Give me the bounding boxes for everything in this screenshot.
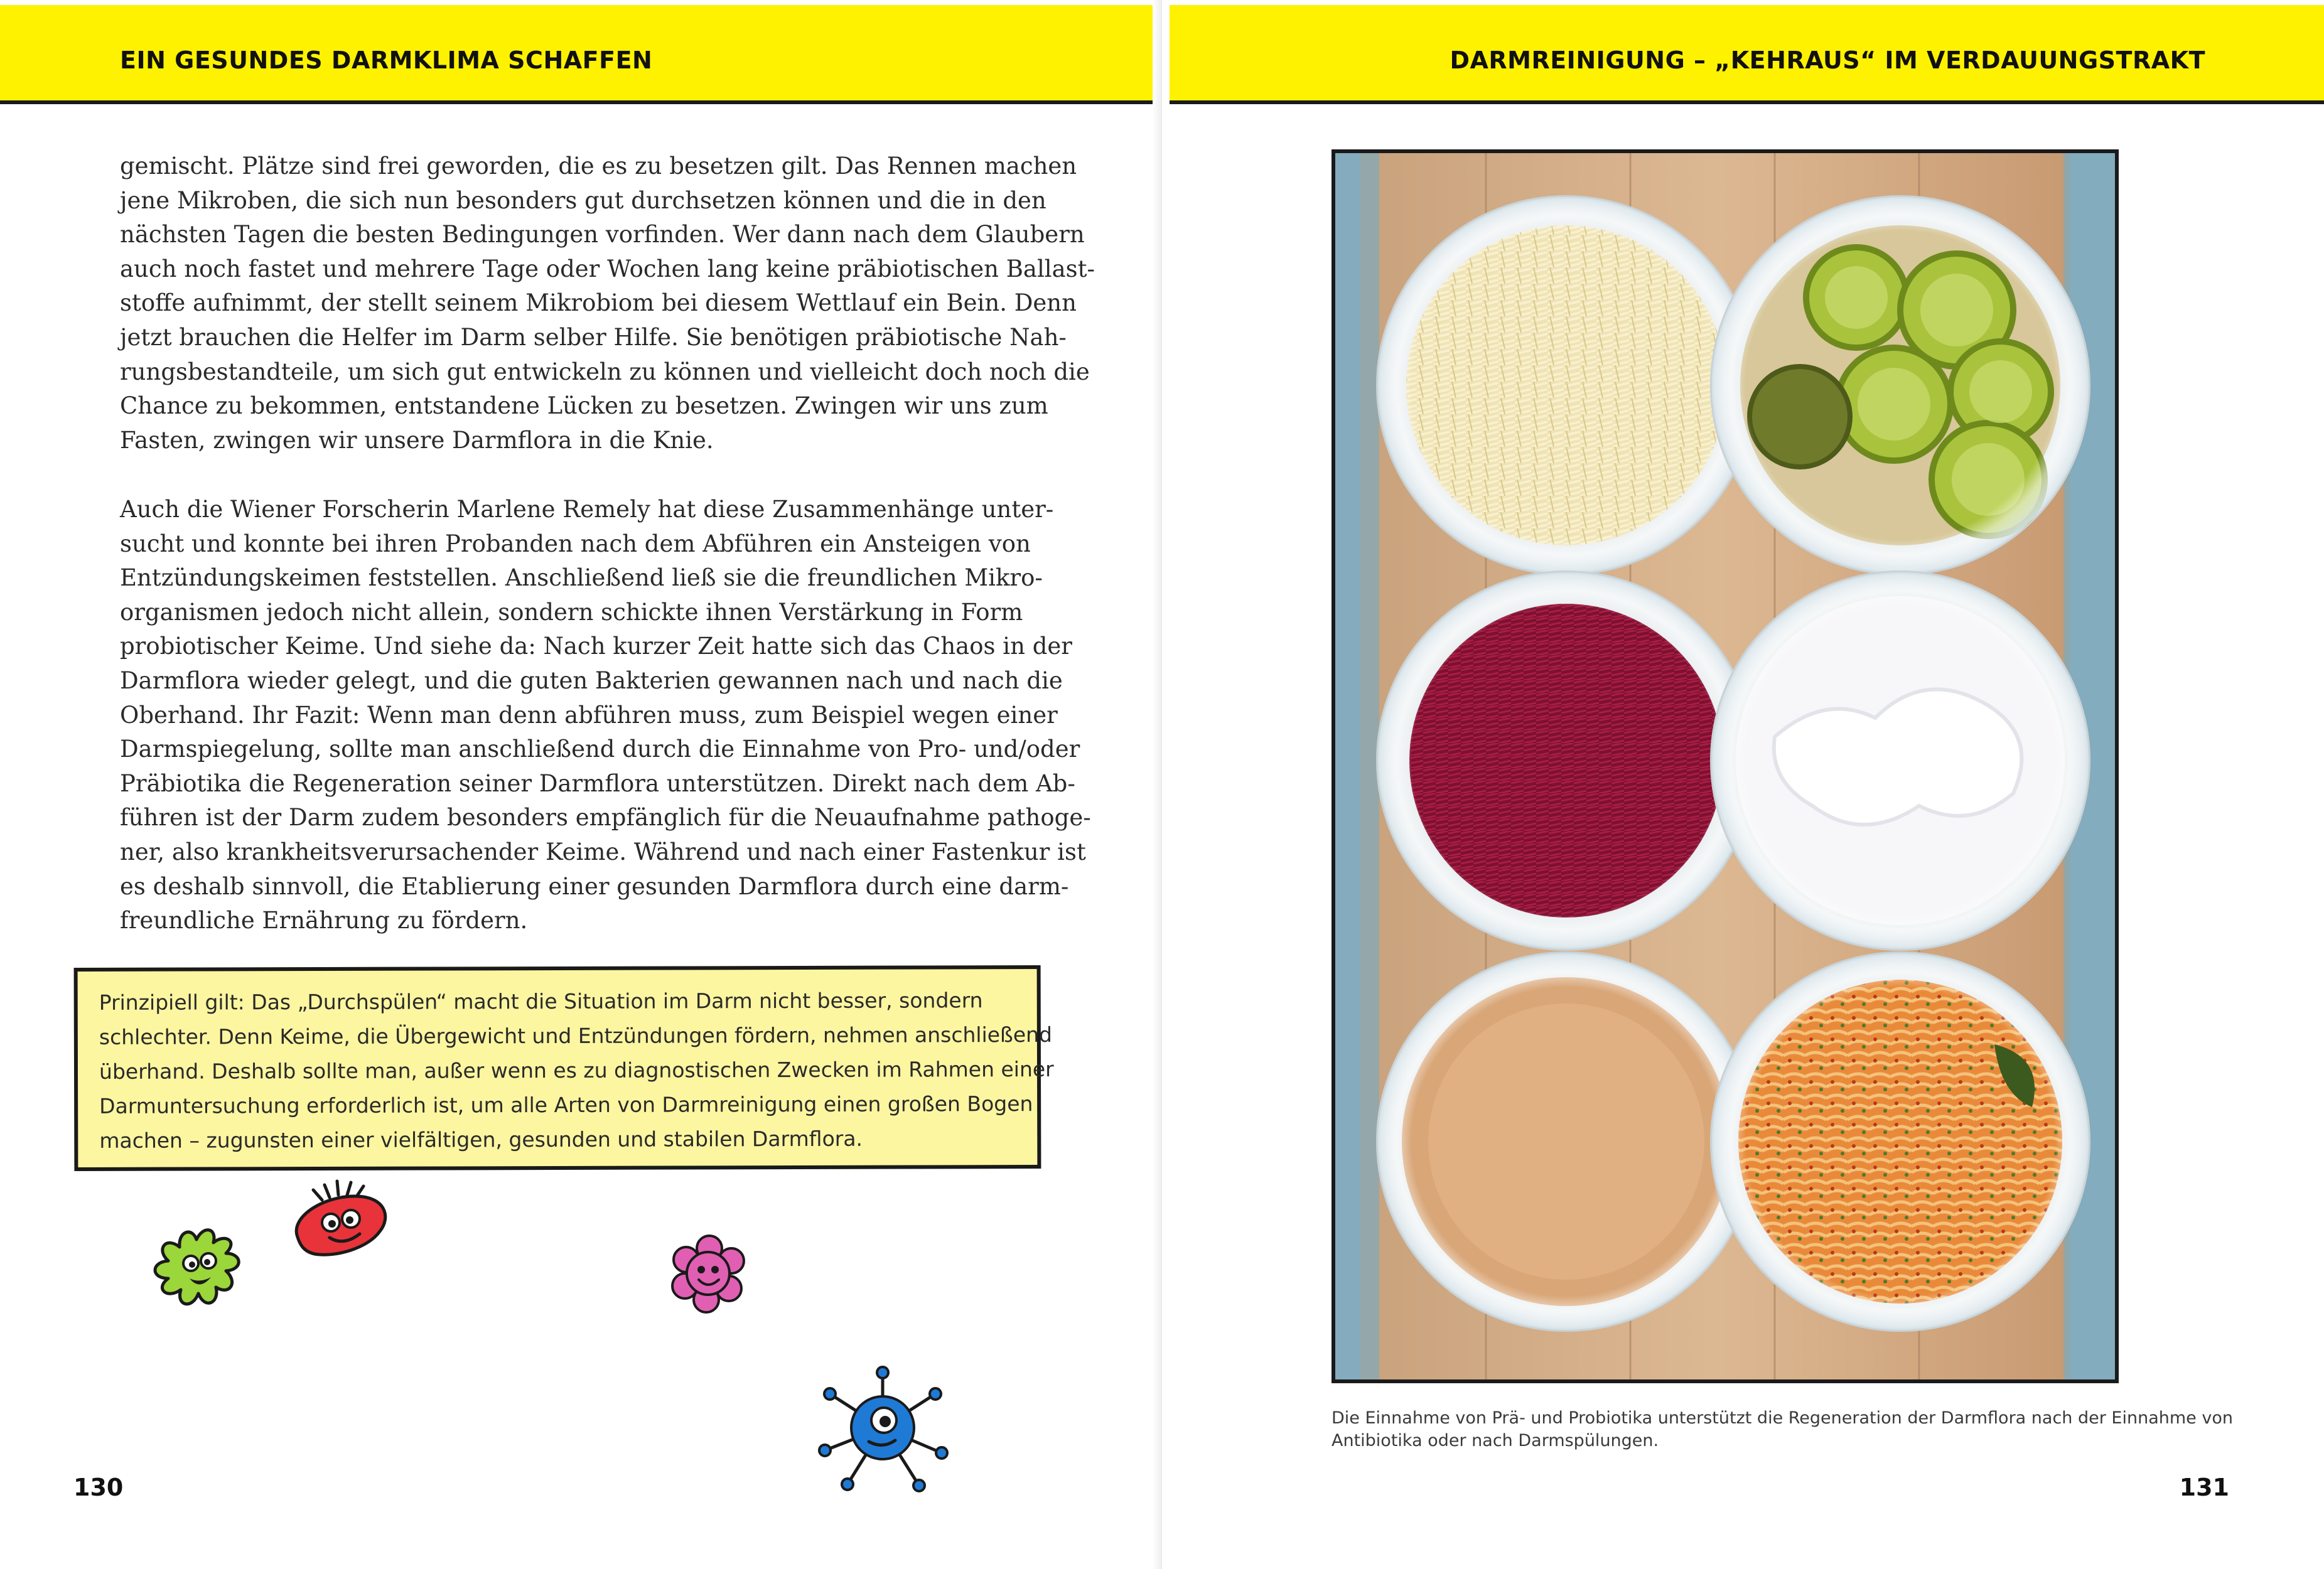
text-line: freundliche Ernährung zu fördern. — [120, 907, 528, 934]
text-line: Chance zu bekommen, entstandene Lücken zu besetzen. Zwingen wir uns zum — [120, 392, 1048, 420]
pink-flower-germ-icon — [669, 1233, 750, 1315]
text-line: organismen jedoch nicht allein, sondern schickte ihnen Verstärkung in Form — [120, 598, 1023, 626]
text-line: nächsten Tagen die besten Bedingungen vorfinden. Wer dann nach dem Glaubern — [120, 221, 1085, 249]
text-line: Darmspiegelung, sollte man anschließend durch die Einnahme von Pro- und/oder — [120, 736, 1080, 763]
body-paragraph-1 — [120, 149, 1095, 458]
text-line: ner, also krankheitsverursachender Keime. Während und nach einer Fastenkur ist — [120, 838, 1086, 865]
text-line: Entzündungskeimen feststellen. Anschließend ließ sie die freundlichen Mikro- — [120, 564, 1043, 592]
running-header-right: DARMREINIGUNG – „KEHRAUS“ IM VERDAUUNGSTRAKT — [1450, 46, 2205, 74]
red-germ-icon — [286, 1179, 392, 1266]
text-line: führen ist der Darm zudem besonders empfänglich für die Neuaufnahme pathoge- — [120, 804, 1091, 832]
page-number-left: 130 — [73, 1474, 124, 1501]
photo-illustration — [1335, 153, 2115, 1379]
caption-line: Antibiotika oder nach Darmspülungen. — [1331, 1431, 1659, 1450]
text-line: Fasten, zwingen wir unsere Darmflora in die Knie. — [120, 426, 714, 454]
text-line: stoffe aufnimmt, der stellt seinem Mikrobiom bei diesem Wettlauf ein Bein. Denn — [120, 289, 1077, 317]
highlight-box — [74, 965, 1054, 1171]
text-line: jene Mikroben, die sich nun besonders gut durchsetzen können und die in den — [120, 186, 1046, 214]
highlight-line: überhand. Deshalb sollte man, außer wenn es zu diagnostischen Zwecken im Rahmen einer — [99, 1056, 1054, 1084]
photo-caption — [1331, 1407, 2233, 1452]
highlight-line: schlechter. Denn Keime, die Übergewicht und Entzündungen fördern, nehmen anschließend — [99, 1022, 1053, 1049]
text-line: sucht und konnte bei ihren Probanden nach dem Abführen ein Ansteigen von — [120, 530, 1031, 557]
text-line: Präbiotika die Regeneration seiner Darmflora unterstützen. Direkt nach dem Ab- — [120, 769, 1075, 797]
text-line: probiotischer Keime. Und siehe da: Nach kurzer Zeit hatte sich das Chaos in der — [120, 633, 1072, 660]
text-line: gemischt. Plätze sind frei geworden, die es zu besetzen gilt. Das Rennen machen — [120, 153, 1077, 179]
text-line: auch noch fastet und mehrere Tage oder Wochen lang keine präbiotischen Ballast- — [120, 255, 1095, 282]
page-number-right: 131 — [2179, 1474, 2229, 1501]
text-line: Auch die Wiener Forscherin Marlene Remely hat diese Zusammenhänge unter- — [120, 496, 1054, 523]
text-line: Oberhand. Ihr Fazit: Wenn man denn abführen muss, zum Beispiel wegen einer — [120, 701, 1058, 729]
highlight-line: machen – zugunsten einer vielfältigen, gesunden und stabilen Darmflora. — [99, 1126, 863, 1153]
text-line: Darmflora wieder gelegt, und die guten Bakterien gewannen nach und nach die — [120, 667, 1063, 694]
caption-line: Die Einnahme von Prä- und Probiotika unterstützt die Regeneration der Darmflora nach der Einnahme von — [1331, 1408, 2233, 1428]
right-page — [1162, 0, 2324, 1569]
text-line: jetzt brauchen die Helfer im Darm selber Hilfe. Sie benötigen präbiotische Nah- — [120, 323, 1067, 351]
text-line: es deshalb sinnvoll, die Etablierung einer gesunden Darmflora durch eine darm- — [120, 872, 1069, 900]
highlight-text — [99, 983, 1054, 1158]
running-header-left: EIN GESUNDES DARMKLIMA SCHAFFEN — [120, 46, 653, 74]
blue-germ-icon — [816, 1365, 951, 1494]
body-paragraph-2 — [120, 493, 1091, 938]
text-line: rungsbestandteile, um sich gut entwickeln zu können und vielleicht doch noch die — [120, 358, 1090, 385]
food-bowls-photo — [1331, 149, 2119, 1383]
highlight-line: Prinzipiell gilt: Das „Durchspülen“ macht die Situation im Darm nicht besser, sondern — [99, 988, 983, 1015]
highlight-line: Darmuntersuchung erforderlich ist, um alle Arten von Darmreinigung einen großen Bogen — [99, 1091, 1033, 1118]
green-germ-icon — [143, 1221, 250, 1327]
